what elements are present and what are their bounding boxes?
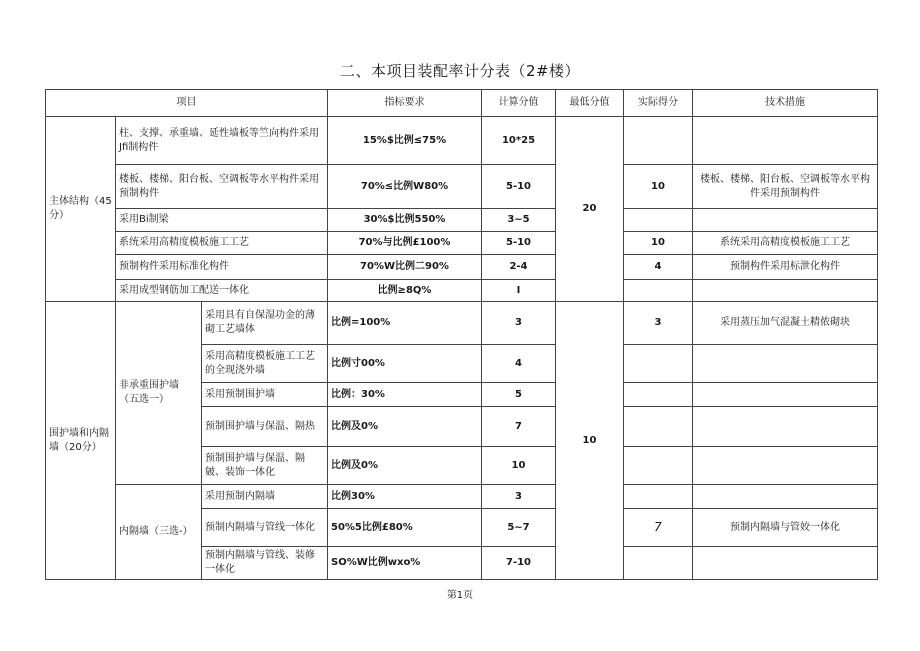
table-row bbox=[46, 165, 878, 209]
measure-cell bbox=[693, 209, 878, 232]
score-cell: 3 bbox=[482, 302, 556, 345]
measure-cell bbox=[693, 485, 878, 509]
actual-cell: 3 bbox=[624, 302, 693, 345]
actual-cell bbox=[624, 345, 693, 383]
requirement-cell: 比例寸00% bbox=[328, 345, 482, 383]
requirement-cell: 比例及0% bbox=[328, 447, 482, 485]
item-cell: 柱、支撑、承重墙、延性墙板等竺向构件采用Jfi制构件 bbox=[116, 117, 328, 165]
item-cell: 预制围护墙与保温、隔热 bbox=[202, 407, 328, 447]
header-score: 计算分值 bbox=[482, 90, 556, 117]
table-row bbox=[46, 117, 878, 165]
item-cell: 采用具有自保湿功金的薄砌工艺墙体 bbox=[202, 302, 328, 345]
item-cell: 楼板、楼梯、阳台板、空调板等水平构件采用预制构件 bbox=[116, 165, 328, 209]
header-item: 项目 bbox=[46, 90, 328, 117]
category-main: 主体结构（45分） bbox=[46, 117, 116, 302]
requirement-cell: 比例≥8Q% bbox=[328, 280, 482, 302]
item-cell: 采用预制围护墙 bbox=[202, 383, 328, 407]
table-row bbox=[46, 485, 878, 509]
requirement-cell: 比例=100% bbox=[328, 302, 482, 345]
actual-cell bbox=[624, 209, 693, 232]
actual-cell bbox=[624, 485, 693, 509]
measure-cell bbox=[693, 117, 878, 165]
scoring-table bbox=[45, 89, 878, 580]
subcategory-partition: 内隔墙（三选-） bbox=[116, 485, 202, 580]
min-score-enclosure: 10 bbox=[556, 302, 624, 580]
item-cell: 预制构件采用标准化构件 bbox=[116, 255, 328, 280]
requirement-cell: 15%$比例≤75% bbox=[328, 117, 482, 165]
measure-cell bbox=[693, 383, 878, 407]
score-cell: 4 bbox=[482, 345, 556, 383]
item-cell: 采用高精度模板施工工艺的全现浇外墙 bbox=[202, 345, 328, 383]
score-cell: 5-10 bbox=[482, 232, 556, 255]
requirement-cell: SO%W比例wxo% bbox=[328, 547, 482, 580]
actual-cell: 10 bbox=[624, 232, 693, 255]
measure-cell bbox=[693, 547, 878, 580]
min-score-main: 20 bbox=[556, 117, 624, 302]
measure-cell: 预制构件采用标泄化构件 bbox=[693, 255, 878, 280]
actual-cell: 7 bbox=[624, 509, 693, 547]
score-cell: 5-10 bbox=[482, 165, 556, 209]
table-row bbox=[46, 209, 878, 232]
item-cell: 采用Bi制梁 bbox=[116, 209, 328, 232]
header-requirement: 指标要求 bbox=[328, 90, 482, 117]
score-cell: 2-4 bbox=[482, 255, 556, 280]
measure-cell: 采用蒸压加气混凝土精侬砌块 bbox=[693, 302, 878, 345]
table-row bbox=[46, 280, 878, 302]
page-number: 第1页 bbox=[446, 590, 474, 601]
actual-cell bbox=[624, 447, 693, 485]
measure-cell: 预制内隔墙与管姣一体化 bbox=[693, 509, 878, 547]
measure-cell: 系统采用高精度模板施工工艺 bbox=[693, 232, 878, 255]
actual-cell: 4 bbox=[624, 255, 693, 280]
measure-cell bbox=[693, 345, 878, 383]
requirement-cell: 70%与比例£100% bbox=[328, 232, 482, 255]
table-row bbox=[46, 255, 878, 280]
score-cell: 3~5 bbox=[482, 209, 556, 232]
actual-cell bbox=[624, 280, 693, 302]
item-cell: 预制内隔墙与管线一体化 bbox=[202, 509, 328, 547]
requirement-cell: 50%5比例£80% bbox=[328, 509, 482, 547]
score-cell: 5~7 bbox=[482, 509, 556, 547]
requirement-cell: 比例：30% bbox=[328, 383, 482, 407]
item-cell: 系统采用高精度模板施工工艺 bbox=[116, 232, 328, 255]
item-cell: 采用成型钢筋加工配送一体化 bbox=[116, 280, 328, 302]
requirement-cell: 70%≤比例W80% bbox=[328, 165, 482, 209]
score-cell: 10 bbox=[482, 447, 556, 485]
header-row bbox=[46, 90, 878, 117]
requirement-cell: 30%$比例550% bbox=[328, 209, 482, 232]
measure-cell: 楼板、楼梯、阳台板、空调板等水平构件采用预制构件 bbox=[693, 165, 878, 209]
item-cell: 预制内隔墙与管线、装修一体化 bbox=[202, 547, 328, 580]
requirement-cell: 比例及0% bbox=[328, 407, 482, 447]
score-cell: I bbox=[482, 280, 556, 302]
score-cell: 5 bbox=[482, 383, 556, 407]
requirement-cell: 比例30% bbox=[328, 485, 482, 509]
actual-cell bbox=[624, 117, 693, 165]
measure-cell bbox=[693, 407, 878, 447]
score-cell: 7-10 bbox=[482, 547, 556, 580]
measure-cell bbox=[693, 280, 878, 302]
category-enclosure: 围护墙和内隔墙（20分） bbox=[46, 302, 116, 580]
item-cell: 采用预制内隔墙 bbox=[202, 485, 328, 509]
score-cell: 3 bbox=[482, 485, 556, 509]
header-min: 最低分值 bbox=[556, 90, 624, 117]
score-cell: 7 bbox=[482, 407, 556, 447]
table-row bbox=[46, 302, 878, 345]
requirement-cell: 70%W比例二90% bbox=[328, 255, 482, 280]
actual-cell bbox=[624, 407, 693, 447]
item-cell: 预制围护墙与保温、隔皴、装饰一体化 bbox=[202, 447, 328, 485]
measure-cell bbox=[693, 447, 878, 485]
actual-cell bbox=[624, 383, 693, 407]
subcategory-nonbearing: 非承重围护墙（五选一） bbox=[116, 302, 202, 485]
actual-cell: 10 bbox=[624, 165, 693, 209]
table-row bbox=[46, 232, 878, 255]
header-actual: 实际得分 bbox=[624, 90, 693, 117]
actual-cell bbox=[624, 547, 693, 580]
score-cell: 10*25 bbox=[482, 117, 556, 165]
header-measures: 技术措施 bbox=[693, 90, 878, 117]
page-title: 二、本项目装配率计分表（2#楼） bbox=[339, 62, 581, 80]
